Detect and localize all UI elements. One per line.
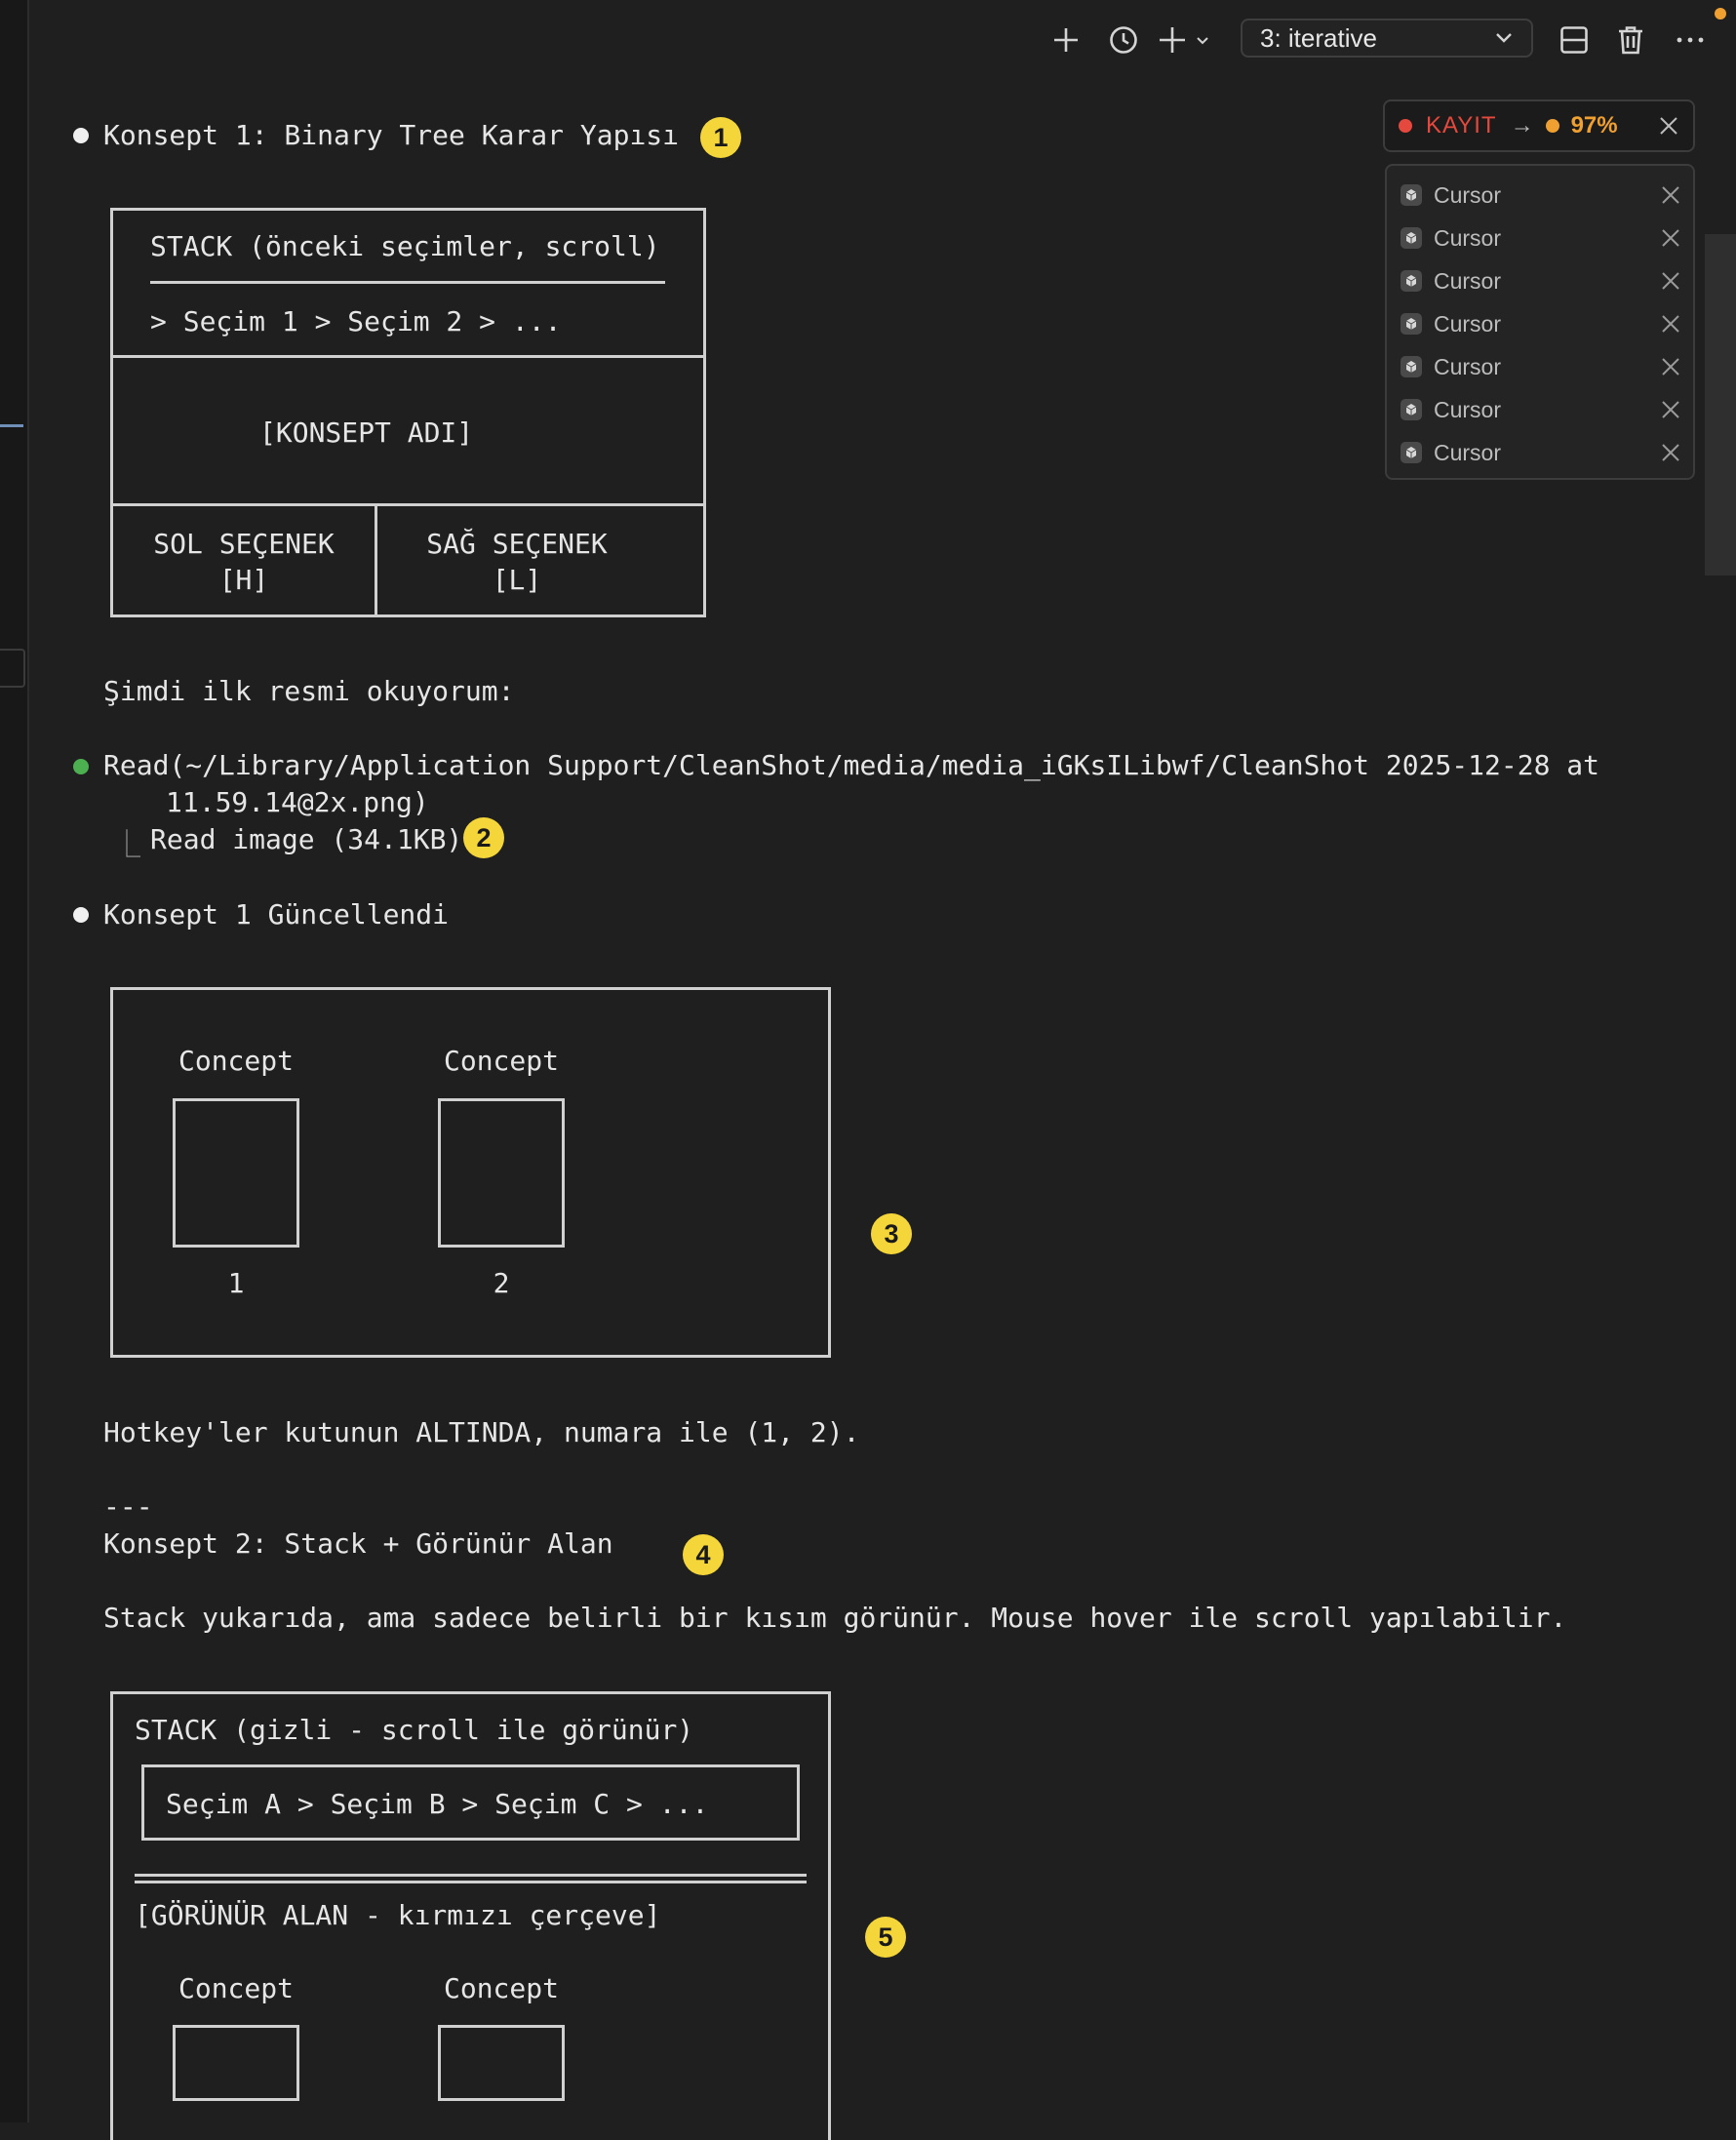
close-icon[interactable] [1660, 313, 1681, 335]
cursor-list-item[interactable] [1387, 217, 1693, 259]
left-option-key: [H] [218, 564, 269, 596]
select-chevron-icon [1494, 31, 1514, 45]
split-layout-icon[interactable] [1556, 21, 1593, 59]
concept-label-left: Concept [178, 1045, 294, 1077]
mode-select[interactable] [1241, 19, 1533, 58]
divider [110, 503, 706, 506]
progress-dot-icon [1546, 119, 1559, 133]
cursor-list-item[interactable] [1387, 302, 1693, 345]
cursor-app-icon [1401, 227, 1422, 249]
divider [135, 1881, 807, 1883]
visible-area-label: [GÖRÜNÜR ALAN - kırmızı çerçeve] [135, 1899, 661, 1931]
concept-label-left: Concept [178, 1972, 294, 2004]
left-option-label: SOL SEÇENEK [153, 528, 335, 560]
new-chat-plus-icon[interactable] [1154, 21, 1191, 59]
concept-card-right[interactable] [438, 1098, 565, 1248]
cursor-app-icon [1401, 399, 1422, 420]
left-gutter [0, 0, 29, 2122]
diagram-stack-title: STACK (önceki seçimler, scroll) [150, 230, 660, 262]
concept-card-right[interactable] [438, 2025, 565, 2101]
concept-card-left[interactable] [173, 1098, 299, 1248]
record-dot-icon [1399, 119, 1412, 133]
more-icon[interactable] [1672, 21, 1709, 59]
reading-note: Şimdi ilk resmi okuyorum: [103, 675, 515, 707]
hotkey-number-right: 2 [493, 1267, 510, 1299]
callout-badge: 4 [683, 1534, 724, 1575]
divider [135, 1874, 807, 1877]
right-option-key: [L] [492, 564, 542, 596]
arrow-right-icon: → [1510, 112, 1534, 139]
cursor-list-item[interactable] [1387, 174, 1693, 217]
hidden-stack-title: STACK (gizli - scroll ile görünür) [135, 1714, 694, 1746]
cursor-item-label: Cursor [1434, 353, 1502, 379]
bullet-icon [73, 128, 89, 143]
hotkey-note: Hotkey'ler kutunun ALTINDA, numara ile (1, 2). [103, 1416, 860, 1448]
close-icon[interactable] [1660, 227, 1681, 249]
konsept2-description: Stack yukarıda, ama sadece belirli bir kısım görünür. Mouse hover ile scroll yapılabilir. [103, 1602, 1567, 1634]
concept-card-left[interactable] [173, 2025, 299, 2101]
divider [150, 281, 665, 284]
section2-heading: Konsept 1 Güncellendi [103, 898, 450, 931]
cursor-app-icon [1401, 313, 1422, 335]
cursor-item-label: Cursor [1434, 396, 1502, 422]
chevron-down-icon[interactable] [1192, 21, 1213, 59]
cursor-app-icon [1401, 356, 1422, 377]
diagram-stack-path: > Seçim 1 > Seçim 2 > ... [150, 305, 562, 337]
callout-badge: 5 [865, 1917, 906, 1958]
callout-badge: 2 [463, 817, 504, 858]
close-icon[interactable] [1660, 270, 1681, 292]
divider [110, 355, 706, 358]
close-icon[interactable] [1660, 442, 1681, 463]
recording-status [1383, 99, 1695, 152]
cursor-item-label: Cursor [1434, 267, 1502, 294]
callout-badge: 3 [871, 1213, 912, 1254]
separator: --- [103, 1490, 153, 1523]
cursor-app-icon [1401, 184, 1422, 206]
cursor-item-label: Cursor [1434, 439, 1502, 465]
cursor-app-icon [1401, 270, 1422, 292]
trash-icon[interactable] [1612, 21, 1649, 59]
read-command: Read(~/Library/Application Support/CleanShot/media/media_iGKsILibwf/CleanShot 2025-12-28 at [103, 749, 1600, 781]
cursor-app-icon [1401, 442, 1422, 463]
read-result: Read image (34.1KB) [150, 823, 463, 855]
recording-label: KAYIT [1426, 112, 1497, 139]
concept-label-right: Concept [443, 1972, 559, 2004]
gutter-handle[interactable] [0, 649, 25, 688]
gutter-indicator [0, 424, 23, 427]
cursor-item-label: Cursor [1434, 310, 1502, 337]
section1-heading: Konsept 1: Binary Tree Karar Yapısı [103, 119, 680, 151]
success-bullet-icon [73, 759, 89, 774]
close-icon[interactable] [1660, 399, 1681, 420]
right-option-label: SAĞ SEÇENEK [426, 528, 608, 560]
divider [375, 503, 377, 617]
close-icon[interactable] [1660, 184, 1681, 206]
cursor-list-item[interactable] [1387, 345, 1693, 388]
bullet-icon [73, 907, 89, 923]
konsept2-title: Konsept 2: Stack + Görünür Alan [103, 1527, 613, 1560]
close-icon[interactable] [1658, 115, 1679, 137]
cursor-item-label: Cursor [1434, 224, 1502, 251]
cursor-item-label: Cursor [1434, 181, 1502, 208]
notification-dot [1715, 8, 1726, 20]
diagram-concept-name: [KONSEPT ADI] [259, 416, 474, 449]
hidden-stack-path: Seçim A > Seçim B > Seçim C > ... [166, 1788, 709, 1820]
cursor-list-item[interactable] [1387, 259, 1693, 302]
recording-percent: 97% [1570, 112, 1618, 139]
hotkey-number-left: 1 [227, 1267, 245, 1299]
cursor-list [1385, 164, 1695, 480]
callout-badge: 1 [700, 117, 741, 158]
mode-select-value: 3: iterative [1260, 22, 1377, 53]
cursor-list-item[interactable] [1387, 431, 1693, 474]
result-connector-icon: ⎿ [113, 828, 141, 860]
close-icon[interactable] [1660, 356, 1681, 377]
cursor-list-item[interactable] [1387, 388, 1693, 431]
history-icon[interactable] [1105, 21, 1142, 59]
read-command-continued: 11.59.14@2x.png) [166, 786, 429, 818]
concept-label-right: Concept [443, 1045, 559, 1077]
scrollbar-thumb[interactable] [1705, 234, 1736, 575]
plus-icon[interactable] [1047, 21, 1085, 59]
